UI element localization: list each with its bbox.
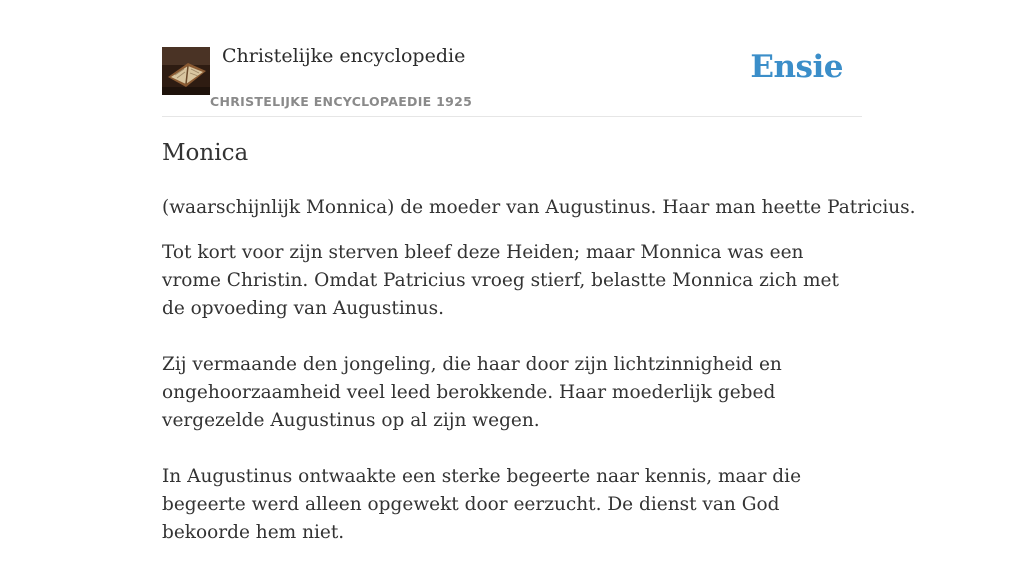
site-title[interactable]: Christelijke encyclopedie [222, 45, 466, 67]
encyclopedia-avatar[interactable] [162, 47, 210, 95]
book-image-icon [162, 47, 210, 95]
article-body [162, 239, 862, 575]
article-title: Monica [162, 140, 249, 166]
ensie-logo[interactable]: Ensie [750, 49, 843, 85]
article-paragraph: In Augustinus ontwaakte een sterke begeerte naar kennis, maar die begeerte werd alleen opgewekt door eerzucht. De dienst van God bekoorde hem niet. [162, 466, 802, 543]
article-paragraph: Zij vermaande den jongeling, die haar door zijn lichtzinnigheid en ongehoorzaamheid veel leed berokkende. Haar moederlijk gebed vergezelde Augustinus op al zijn wegen. [162, 354, 782, 431]
article-lead: (waarschijnlijk Monnica) de moeder van Augustinus. Haar man heette Patricius. [162, 197, 916, 218]
header [162, 0, 862, 117]
article-paragraph: Tot kort voor zijn sterven bleef deze Heiden; maar Monnica was een vrome Christin. Omdat Patricius vroeg stierf, belastte Monnica zich met de opvoeding van Augustinus. [162, 242, 839, 319]
site-subtitle[interactable]: CHRISTELIJKE ENCYCLOPAEDIE 1925 [210, 94, 473, 109]
page [162, 0, 916, 543]
